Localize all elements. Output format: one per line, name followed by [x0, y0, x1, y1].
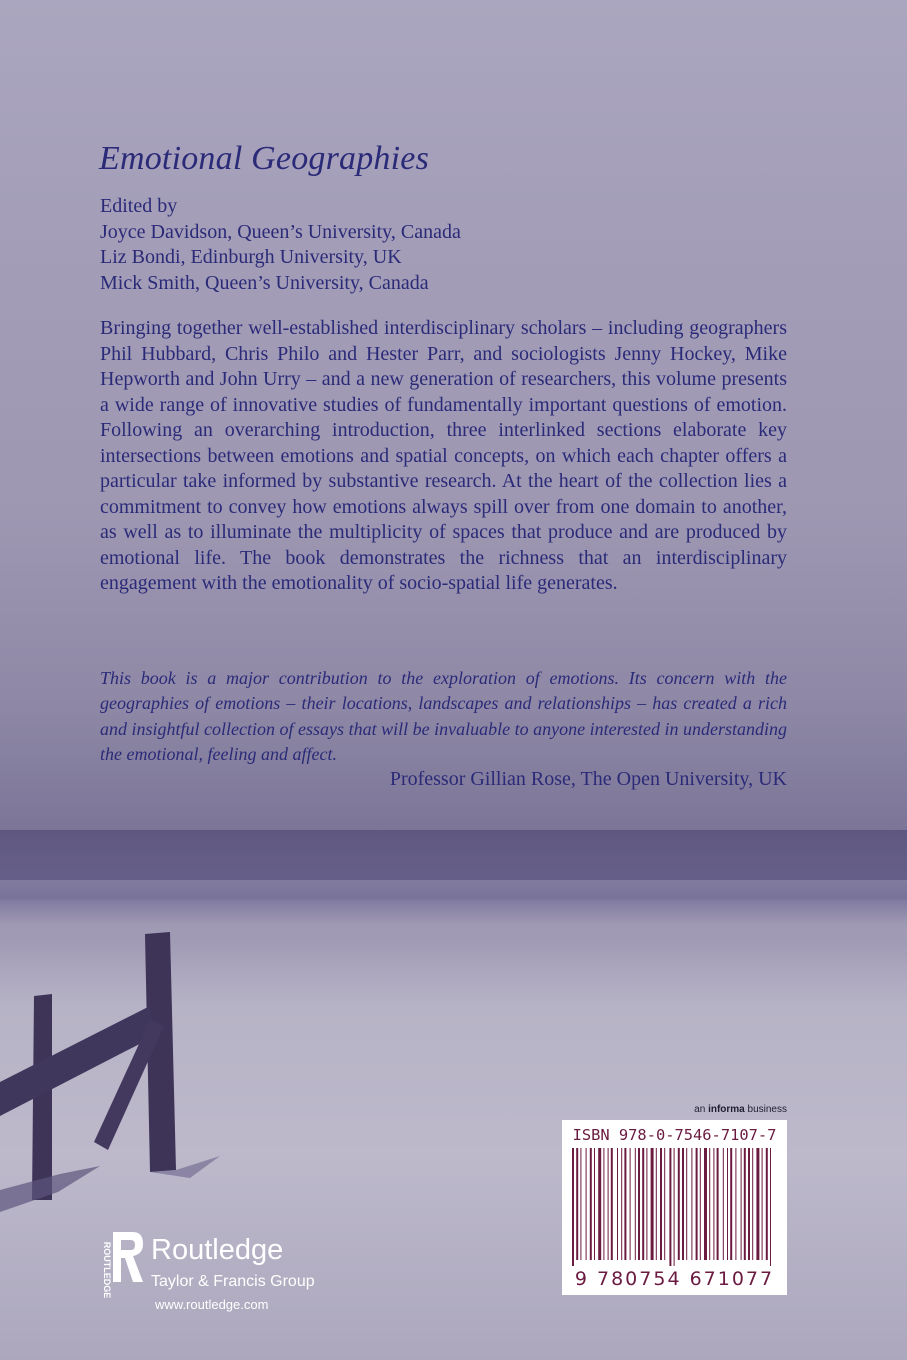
- barcode-bar: [752, 1148, 753, 1260]
- barcode-bar: [678, 1148, 680, 1260]
- barcode-bar: [700, 1148, 701, 1260]
- routledge-logo-icon: [95, 1228, 145, 1308]
- edited-by-label: Edited by: [100, 195, 178, 217]
- barcode-bar: [635, 1148, 636, 1260]
- barcode-bar: [766, 1148, 768, 1260]
- editor-name: Mick Smith, Queen’s University, Canada: [100, 271, 429, 294]
- barcode-bar: [621, 1148, 622, 1260]
- barcode-bar: [642, 1148, 644, 1260]
- barcode-bar: [713, 1148, 714, 1260]
- barcode-bar: [704, 1148, 707, 1260]
- barcode-bar: [603, 1148, 604, 1260]
- barcode-bar: [717, 1148, 719, 1260]
- wooden-fence-posts-image: [0, 930, 260, 1260]
- editors-block: [100, 194, 461, 296]
- barcode-bar: [674, 1148, 675, 1266]
- barcode-bar: [664, 1148, 665, 1260]
- barcode-bar: [656, 1148, 657, 1260]
- barcode-bar: [598, 1148, 601, 1260]
- barcode-bar: [586, 1148, 587, 1260]
- isbn-barcode: [562, 1120, 787, 1295]
- barcode-bar: [576, 1148, 578, 1260]
- barcode-bar: [744, 1148, 746, 1260]
- editor-name: Liz Bondi, Edinburgh University, UK: [100, 246, 402, 268]
- informa-suffix: business: [744, 1104, 787, 1115]
- barcode-bar: [686, 1148, 687, 1260]
- review-attribution: Professor Gillian Rose, The Open University, UK: [389, 768, 787, 790]
- barcode-bar: [611, 1148, 613, 1260]
- barcode-bar: [590, 1148, 592, 1260]
- informa-business-tagline: [652, 1104, 787, 1115]
- barcode-bar: [624, 1148, 626, 1260]
- book-description: Bringing together well-established interdisciplinary scholars – including geographers Phil Hubbard, Chris Philo and Hester Parr, and sociologists Jenny Hockey, Mike Hepworth and John Urry – and a new generation of researchers, this volume presents a wide range of innovative studies of fundamentally important questions of emotion. Following an overarching introduction, three interlinked sections elaborate key intersections between emotions and spatial concepts, on which each chapter offers a particular take informed by substantive research. At the heart of the collection lies a commitment to convey how emotions always spill over from one domain to another, as well as to illuminate the multiplicity of spaces that produce and are produced by emotional life. The book demonstrates the richness that an interdisciplinary engagement with the emotionality of socio-spatial life generates.: [100, 317, 787, 594]
- barcode-bar: [709, 1148, 710, 1260]
- publisher-group: Taylor & Francis Group: [151, 1273, 315, 1290]
- barcode-bar: [770, 1148, 771, 1266]
- barcode-bar: [727, 1148, 728, 1260]
- publisher-name: Routledge: [151, 1234, 284, 1266]
- barcode-bar: [617, 1148, 618, 1260]
- isbn-label: ISBN 978-0-7546-7107-7: [572, 1126, 777, 1144]
- barcode-number: 9 780754 671077: [574, 1268, 775, 1290]
- barcode-bar: [735, 1148, 736, 1260]
- barcode-bar: [580, 1148, 581, 1260]
- review-quote: This book is a major contribution to the exploration of emotions. Its concern with the geographies of emotions – their locations, landscapes and relationships – has created a rich and insightful collection of essays that will be invaluable to anyone interested in understanding the emotional, feeling and affect.: [100, 668, 787, 764]
- barcode-bar: [691, 1148, 692, 1260]
- barcode-bar: [741, 1148, 742, 1260]
- barcode-bar: [723, 1148, 724, 1260]
- barcode-bar: [630, 1148, 631, 1260]
- barcode-bar: [646, 1148, 647, 1260]
- barcode-bar: [762, 1148, 763, 1260]
- barcode-bar: [730, 1148, 732, 1260]
- barcode-bar: [594, 1148, 595, 1260]
- barcode-bar: [756, 1148, 759, 1260]
- barcode-bar: [608, 1148, 609, 1260]
- barcode-bar: [748, 1148, 750, 1260]
- barcode-bars: [570, 1148, 779, 1266]
- barcode-bar: [682, 1148, 684, 1260]
- editor-name: Joyce Davidson, Queen’s University, Canada: [100, 220, 461, 243]
- book-title: Emotional Geographies: [99, 140, 430, 177]
- barcode-bar: [669, 1148, 671, 1266]
- informa-prefix: an: [694, 1104, 709, 1115]
- publisher-url: www.routledge.com: [155, 1297, 269, 1312]
- barcode-bar: [696, 1148, 698, 1260]
- barcode-bar: [572, 1148, 574, 1266]
- logo-vertical-text: ROUTLEDGE: [102, 1241, 112, 1299]
- barcode-bar: [638, 1148, 640, 1260]
- barcode-bar: [651, 1148, 654, 1260]
- barcode-bar: [660, 1148, 662, 1260]
- informa-brand: informa: [708, 1104, 745, 1115]
